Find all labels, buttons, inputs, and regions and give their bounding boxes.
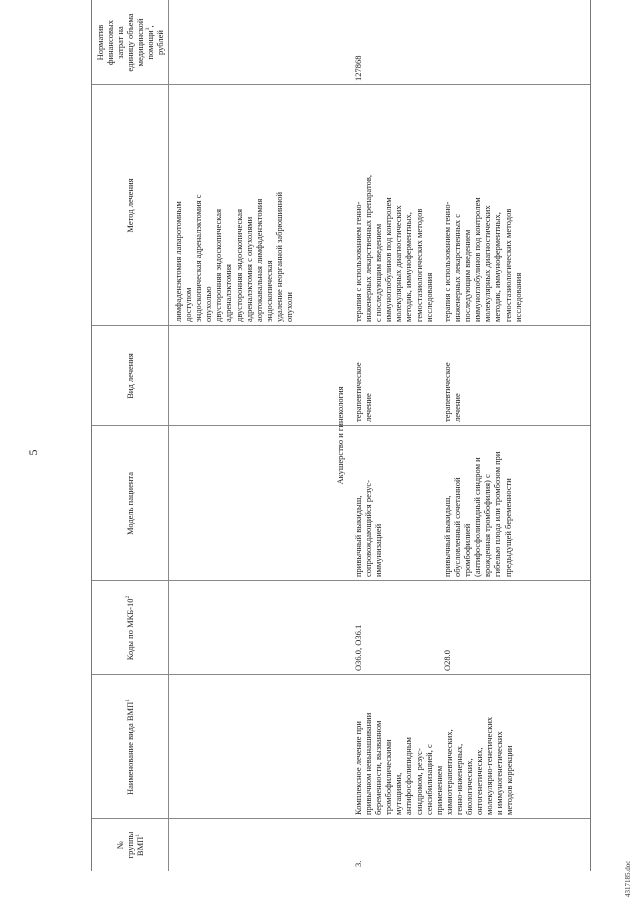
- text-line: и иммуногенетических: [494, 731, 505, 815]
- header-norm-line: рублей: [155, 30, 165, 55]
- text-line: гемостазиологических методов: [413, 208, 424, 322]
- text-line: тромбофилией: [462, 523, 473, 577]
- text-line: тромбофилическими: [383, 739, 394, 815]
- sub2-method: [442, 197, 523, 322]
- text-line: молекулярных диагностических: [482, 205, 493, 322]
- text-line: методик, иммуноферментных,: [403, 212, 414, 322]
- text-line: методик, иммуноферментных,: [492, 212, 503, 322]
- text-line: обусловленный сочетанной: [452, 477, 463, 577]
- header-group: [92, 819, 168, 871]
- section-title: Акушерство и гинекология: [335, 386, 345, 485]
- text-line: двусторонняя эндоскопическая: [213, 209, 224, 322]
- footnote-mark: 3: [145, 27, 152, 31]
- text-line: терапевтическое: [353, 362, 363, 422]
- text-line: молекулярно-генетических: [484, 716, 495, 815]
- header-norm-line: медицинской: [135, 18, 145, 67]
- text-line: сенсибилизацией, с: [423, 744, 434, 815]
- text-line: молекулярных диагностических: [393, 205, 404, 322]
- text-line: биологических,: [464, 758, 475, 815]
- text-line: последующим введением: [462, 229, 473, 322]
- text-line: онтогенетических,: [474, 747, 485, 815]
- header-norm-line: затрат на: [115, 26, 125, 59]
- text-line: иммуноглобулинов под контролем: [472, 197, 483, 322]
- text-line: антифосфолипидным: [403, 737, 414, 815]
- header-norm-line: помощи: [145, 30, 155, 60]
- row-name: [353, 713, 515, 815]
- header-divider: [168, 0, 169, 871]
- text-line: (антифосфолипидный синдром и: [472, 457, 483, 577]
- header-group-line: №: [115, 840, 125, 850]
- text-line: привычном невынашивании: [363, 712, 374, 815]
- row-norm: 127868: [353, 55, 363, 81]
- text-line: инженерных лекарственных с: [452, 213, 463, 322]
- document-id: 4317185.doc: [624, 860, 632, 897]
- header-codes-text: Коды по МКБ-10: [125, 598, 135, 661]
- page-number: 5: [26, 449, 40, 456]
- text-line: доступом: [183, 287, 194, 322]
- text-line: химиотерапевтических,: [443, 729, 454, 815]
- text-line: терапия с использованием генно-: [442, 201, 452, 322]
- treatment-table: [91, 0, 591, 871]
- header-kind-text: Вид лечения: [125, 353, 135, 399]
- header-group-line: ВМП: [135, 836, 145, 857]
- sub1-model: [353, 480, 383, 577]
- text-line: иммунизацией: [373, 523, 384, 577]
- text-line: гибелью плода или тромбозом при: [492, 451, 503, 577]
- header-model: [92, 426, 168, 581]
- text-line: двусторонняя эндоскопическая: [233, 209, 244, 322]
- header-name: [92, 675, 168, 819]
- text-line: исследования: [423, 272, 434, 322]
- text-line: с последующим введением: [373, 223, 384, 322]
- row-number: 3.: [353, 860, 363, 867]
- text-line: лечение: [452, 393, 463, 422]
- text-line: сопровождающийся резус-: [363, 480, 374, 577]
- text-line: адреналэктомия с опухолями: [243, 216, 254, 322]
- header-codes: [92, 581, 168, 675]
- text-line: синдромом, резус-: [413, 748, 424, 815]
- text-line: эндоскопическая: [263, 260, 274, 322]
- header-model-text: Модель пациента: [125, 471, 135, 536]
- text-line: удаление неорганной забрюшинной: [273, 191, 284, 322]
- footnote-mark: 1: [125, 699, 132, 702]
- header-method-text: Метод лечения: [125, 178, 135, 233]
- text-line: генно-инженерных,: [453, 743, 464, 815]
- header-name-text: Наименование вида ВМП: [125, 701, 135, 795]
- header-norm: Норматив финансовых затрат на единицу объема медицинской помощи$^3$, рублей: [95, 13, 165, 72]
- text-line: инженерных лекарственных препаратов,: [363, 175, 374, 322]
- text-line: опухоли: [284, 292, 295, 322]
- text-line: аортокавальная лимфаденэктомия: [253, 198, 264, 322]
- sub1-codes: O36.0, O36.1: [353, 624, 363, 671]
- footnote-mark: 2: [125, 595, 132, 599]
- text-line: Комплексное лечение при: [353, 721, 363, 815]
- text-line: терапевтическое: [442, 362, 452, 422]
- text-line: опухолью: [203, 286, 214, 322]
- sub1-kind: [353, 362, 373, 422]
- text-line: мутациями,: [393, 772, 404, 815]
- method-continuation: [173, 192, 294, 322]
- header-norm-line: Норматив: [95, 24, 105, 61]
- text-line: врожденная тромбофилия) с: [482, 474, 493, 577]
- text-line: иммуноглобулинов под контролем: [383, 197, 394, 322]
- text-line: адреналэктомия: [223, 264, 234, 322]
- text-line: беременности, вызванном: [373, 720, 384, 815]
- text-line: исследования: [512, 272, 523, 322]
- text-line: предыдущей беременности: [502, 478, 513, 577]
- text-line: терапия с использованием генно-: [353, 201, 363, 322]
- sub1-method: [353, 175, 434, 322]
- sub2-codes: O28.0: [442, 649, 452, 671]
- header-norm-line: единицу объема: [125, 13, 135, 72]
- text-line: гемостазиологических методов: [502, 208, 513, 322]
- text-line: методов коррекции: [504, 745, 515, 815]
- text-line: применением: [433, 765, 444, 815]
- text-line: привычный выкидыш,: [442, 495, 452, 577]
- sub2-kind: [442, 362, 462, 422]
- text-line: лечение: [363, 393, 374, 422]
- text-line: лимфаденэктомия лапаротомным: [173, 201, 183, 322]
- footnote-mark: 1: [135, 833, 142, 837]
- sub2-model: [442, 452, 513, 577]
- header-kind: [92, 326, 168, 426]
- header-group-line: группы: [125, 831, 135, 859]
- text-line: эндоскопическая адреналэктомия с: [193, 194, 204, 322]
- header-norm-line: финансовых: [105, 20, 115, 65]
- text-line: привычный выкидыш,: [353, 495, 363, 577]
- header-method: [92, 85, 168, 326]
